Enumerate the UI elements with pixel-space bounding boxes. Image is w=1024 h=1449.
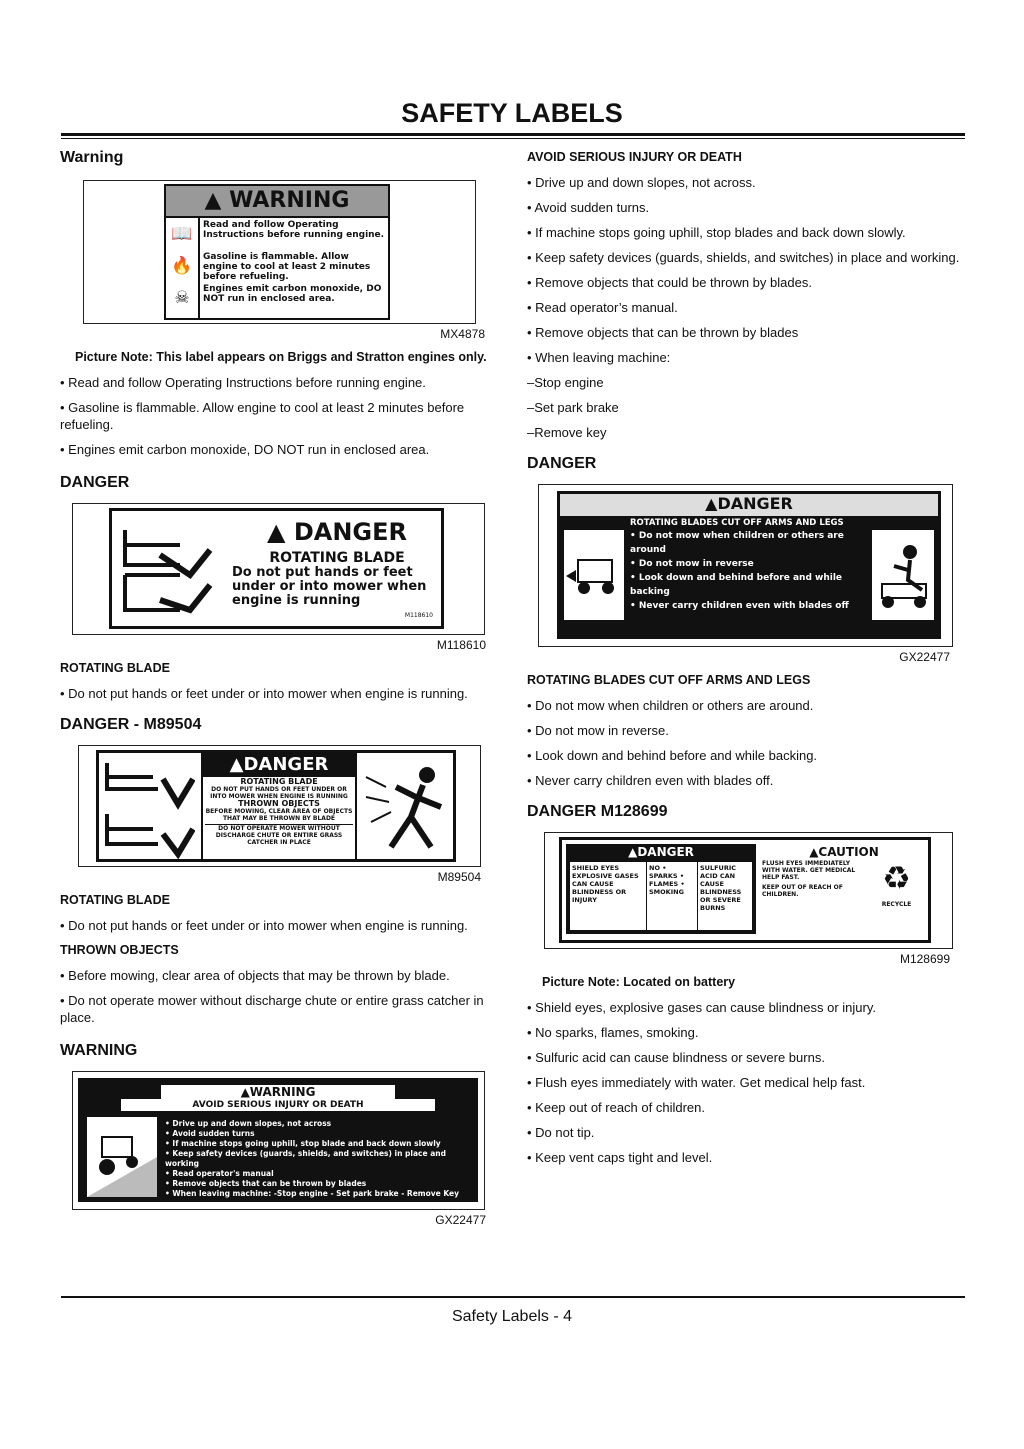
figure-id: M128699 [899,952,950,966]
warning-decal-line: • Drive up and down slopes, not across [165,1119,332,1128]
danger-decal-line: • Never carry children even with blades off [630,601,849,611]
bullet-item: • Avoid sudden turns. [527,200,650,215]
warning-heading: WARNING [60,1042,138,1059]
thrown-object-icon [361,757,453,857]
warning-decal-line: • Keep safety devices (guards, shields, and switches) in place and working [165,1149,446,1168]
shield-eyes-text: SHIELD EYES EXPLOSIVE GASES CAN CAUSE BLINDNESS OR INJURY [570,862,647,930]
warning-decal-line: • If machine stops going uphill, stop blade and back down slowly [165,1139,441,1148]
bullet-item: • Keep out of reach of children. [527,1100,705,1115]
bullet-item: • Do not operate mower without discharge chute or entire grass catcher in place. [60,993,484,1025]
bullet-item: • Do not mow when children or others are around. [527,698,814,713]
battery-danger-header: DANGER [637,845,694,859]
bullet-item: • Flush eyes immediately with water. Get medical help fast. [527,1075,866,1090]
bullet-item: • No sparks, flames, smoking. [527,1025,699,1040]
bullet-item: –Set park brake [527,400,619,415]
hand-foot-icon [120,525,220,615]
subheading: ROTATING BLADE [60,893,170,907]
footer-rule [61,1296,965,1298]
recycle-label: RECYCLE [881,901,912,908]
figure-id: M118610 [436,638,486,652]
bullet-item: • Look down and behind before and while backing. [527,748,818,763]
left-column [60,146,495,1235]
bullet-item: • Engines emit carbon monoxide, DO NOT run in enclosed area. [60,442,430,457]
warning-decal [164,184,390,320]
bullet-item: • Do not tip. [527,1125,595,1140]
danger-decal-line: DO NOT OPERATE MOWER WITHOUT DISCHARGE CHUTE OR ENTIRE GRASS CATCHER IN PLACE [205,824,353,846]
danger-decal-line: ROTATING BLADE [269,550,405,566]
bullet-item: • Sulfuric acid can cause blindness or severe burns. [527,1050,825,1065]
subheading: ROTATING BLADES CUT OFF ARMS AND LEGS [527,673,811,687]
warning-decal-line: • When leaving machine: -Stop engine - Set park brake - Remove Key [165,1189,459,1198]
acid-text: SULFURIC ACID CAN CAUSE BLINDNESS OR SEVERE BURNS [700,864,742,912]
warning-decal-line: Read and follow Operating Instructions before running engine. [203,220,385,240]
subheading: AVOID SERIOUS INJURY OR DEATH [527,150,742,164]
figure-id: GX22477 [435,1213,486,1227]
bullet-item: • Drive up and down slopes, not across. [527,175,756,190]
slope-tractor-icon [87,1117,157,1197]
warning-triangle-icon: ▲ [204,188,230,213]
hand-foot-icon [103,759,195,859]
bullet-item: • Read operator’s manual. [527,300,678,315]
danger-decal-line: • Do not mow in reverse [630,559,754,569]
danger-decal-line: THROWN OBJECTS [238,799,320,808]
warning-decal-line: Gasoline is flammable. Allow engine to cool at least 2 minutes before refueling. [203,252,371,282]
danger-m89504-heading: DANGER - M89504 [60,716,202,733]
warning-heading: Warning [60,149,124,166]
bullet-item: –Remove key [527,425,607,440]
figure-id: MX4878 [440,327,485,341]
header-rule [61,133,965,136]
danger-decal-line: BEFORE MOWING, CLEAR AREA OF OBJECTS THAT MAY BE THROWN BY BLADE [205,808,353,822]
bullet-item: • Do not put hands or feet under or into mower when engine is running. [60,918,468,933]
decal-code: M118610 [404,612,433,619]
no-sparks-text: NO • SPARKS • FLAMES • SMOKING [647,862,698,930]
danger-decal-line: Do not put hands or feet under or into mower when engine is running [232,565,427,608]
keep-out-text: KEEP OUT OF REACH OF CHILDREN. [762,884,843,898]
danger-decal-header: DANGER [293,518,407,546]
bullet-item: • Remove objects that can be thrown by blades [527,325,799,340]
warning-gx22477-frame [72,1071,485,1210]
page-footer: Safety Labels - 4 [451,1308,573,1325]
warning-decal-header: ▲ WARNING [166,186,388,216]
warning-decal-header: WARNING [249,1085,316,1099]
battery-decal [559,837,931,943]
subheading: THROWN OBJECTS [60,943,179,957]
battery-caution-header: CAUTION [818,845,879,859]
picture-note: Picture Note: Located on battery [542,975,736,989]
reverse-mower-icon [564,530,624,620]
danger-label-frame [72,503,485,635]
warning-label-frame [83,180,476,324]
danger-triangle-icon: ▲ [267,518,294,546]
bullet-item: • Gasoline is flammable. Allow engine to cool at least 2 minutes before refueling. [60,400,465,432]
warning-gx22477-decal [78,1078,478,1202]
bullet-item: • Never carry children even with blades off. [527,773,774,788]
bullet-item: • Remove objects that could be thrown by blades. [527,275,812,290]
danger-m89504-decal [96,750,456,862]
bullet-item: • Do not put hands or feet under or into mower when engine is running. [60,686,468,701]
danger-decal-header: DANGER [717,494,793,513]
warning-decal-line: • Remove objects that can be thrown by blades [165,1179,367,1188]
fumes-icon: ☠ [174,288,190,308]
danger-m89504-frame [78,745,481,867]
flush-eyes-text: FLUSH EYES IMMEDIATELY WITH WATER. GET MEDICAL HELP FAST. [762,860,856,881]
danger-decal-header: DANGER [243,754,329,775]
danger-triangle-icon: ▲ [705,494,718,513]
figure-id: M89504 [437,870,481,884]
header-rule-thin [61,138,965,139]
bullet-item: • When leaving machine: [527,350,671,365]
caution-triangle-icon: ▲ [809,845,819,859]
danger-triangle-icon: ▲ [229,754,244,775]
danger-heading: DANGER [527,455,597,472]
danger-m128699-heading: DANGER M128699 [527,803,668,820]
page-title: SAFETY LABELS [401,98,623,128]
warning-decal-line: • Avoid sudden turns [165,1129,255,1138]
subheading: ROTATING BLADE [60,661,170,675]
danger-decal-line: • Do not mow when children or others are around [630,531,844,555]
danger-decal-line: ROTATING BLADES CUT OFF ARMS AND LEGS [630,518,844,528]
fire-icon: 🔥 [171,256,193,276]
danger-heading: DANGER [60,474,130,491]
danger-gx22477-decal [557,491,941,639]
bullet-item: –Stop engine [527,375,604,390]
warning-decal-line: Engines emit carbon monoxide, DO NOT run in enclosed area. [203,284,382,304]
bullet-item: • Shield eyes, explosive gases can cause blindness or injury. [527,1000,877,1015]
figure-id: GX22477 [899,650,950,664]
bullet-item: • Keep vent caps tight and level. [527,1150,713,1165]
danger-decal-line: ROTATING BLADE [240,777,318,786]
danger-m128699-frame [544,832,953,949]
bullet-item: • If machine stops going uphill, stop blades and back down slowly. [527,225,906,240]
warning-triangle-icon: ▲ [240,1085,250,1099]
bullet-item: • Read and follow Operating Instructions before running engine. [60,375,426,390]
right-column [527,146,962,1174]
picture-note: Picture Note: This label appears on Briggs and Stratton engines only. [75,350,487,364]
bullet-item: • Before mowing, clear area of objects that may be thrown by blade. [60,968,450,983]
manual-icon: 📖 [171,224,193,244]
bullet-item: • Do not mow in reverse. [527,723,669,738]
danger-decal [109,508,444,629]
danger-gx22477-frame [538,484,953,647]
danger-triangle-icon: ▲ [628,845,638,859]
warning-decal-sub: AVOID SERIOUS INJURY OR DEATH [121,1099,435,1111]
child-rider-icon [872,530,934,620]
danger-decal-line: DO NOT PUT HANDS OR FEET UNDER OR INTO MOWER WHEN ENGINE IS RUNNING [210,786,348,800]
danger-decal-line: • Look down and behind before and while backing [630,573,843,597]
recycle-icon: ♻ [882,859,911,897]
bullet-item: • Keep safety devices (guards, shields, and switches) in place and working. [527,250,960,265]
warning-decal-line: • Read operator's manual [165,1169,274,1178]
